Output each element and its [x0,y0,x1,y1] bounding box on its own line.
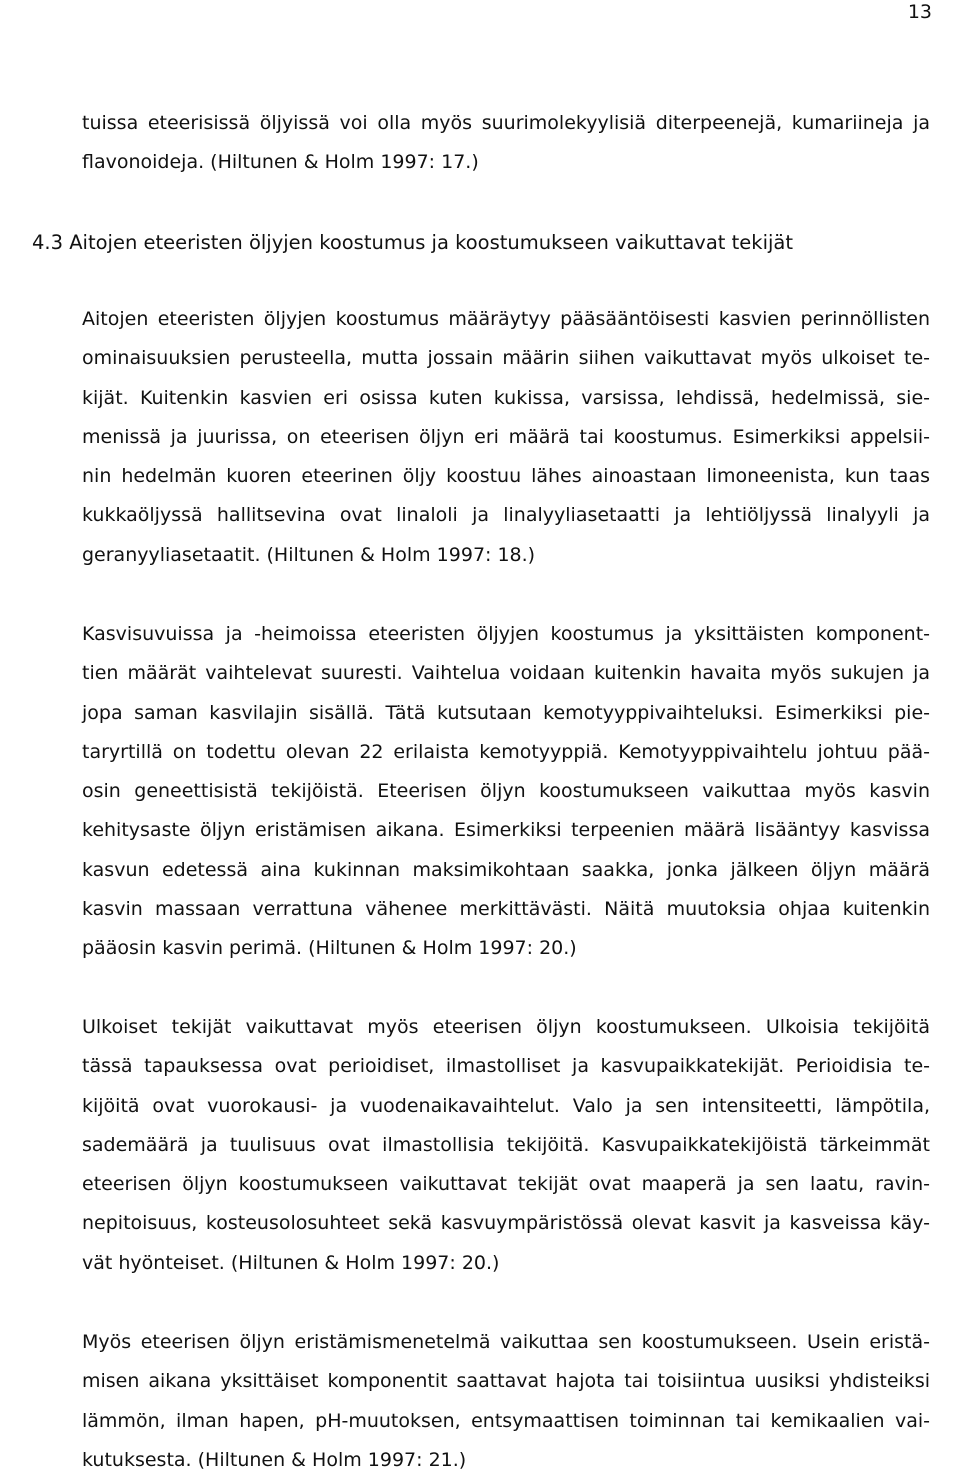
text-line: Aitojen eteeristen öljyjen koostumus määräytyy pääsääntöisesti kasvien perinnöllisten [82,308,930,330]
text-line: Kasvisuvuissa ja -heimoissa eteeristen öljyjen koostumus ja yksittäisten komponent- [82,623,930,645]
text-line: Ulkoiset tekijät vaikuttavat myös eteerisen öljyn koostumukseen. Ulkoisia tekijöitä [82,1016,930,1038]
text-line: eteerisen öljyn koostumukseen vaikuttavat tekijät ovat maaperä ja sen laatu, ravin- [82,1173,930,1196]
text-line: kukkaöljyssä hallitsevina ovat linaloli ja linalyyliasetaatti ja lehtiöljyssä linalyyli ja [82,504,930,527]
text-line: kasvun edetessä aina kukinnan maksimikohtaan saakka, jonka jälkeen öljyn määrä [82,858,930,881]
paragraph-1 [82,300,930,575]
text-line: lämmön, ilman hapen, pH-muutoksen, entsymaattisen toiminnan tai kemikaalien vai- [82,1409,930,1432]
text-line: vät hyönteiset. (Hiltunen & Holm 1997: 20.) [82,1251,500,1274]
text-line: ominaisuuksien perusteella, mutta jossain määrin siihen vaikuttavat myös ulkoiset te- [82,347,930,370]
paragraph-2 [82,615,930,969]
text-line: Myös eteerisen öljyn eristämismenetelmä vaikuttaa sen koostumukseen. Usein eristä- [82,1331,930,1353]
text-line: tien määrät vaihtelevat suuresti. Vaihtelua voidaan kuitenkin havaita myös sukujen ja [82,662,930,685]
text-line: flavonoideja. (Hiltunen & Holm 1997: 17.) [82,151,479,174]
text-line: pääosin kasvin perimä. (Hiltunen & Holm 1997: 20.) [82,937,577,960]
text-line: kasvin massaan verrattuna vähenee merkittävästi. Näitä muutoksia ohjaa kuitenkin [82,898,930,921]
page-number: 13 [907,1,932,23]
paragraph-4 [82,1323,930,1480]
text-line: nepitoisuus, kosteusolosuhteet sekä kasvuympäristössä olevat kasvit ja kasveissa käy- [82,1212,930,1235]
text-line: geranyyliasetaatit. (Hiltunen & Holm 1997: 18.) [82,543,536,566]
intro-paragraph [82,104,930,183]
text-line: kutuksesta. (Hiltunen & Holm 1997: 21.) [82,1448,467,1471]
text-line: tässä tapauksessa ovat perioidiset, ilmastolliset ja kasvupaikkatekijät. Perioidisia te- [82,1055,930,1078]
section-number: 4.3 [31,231,63,254]
text-line: taryrtillä on todettu olevan 22 erilaista kemotyyppiä. Kemotyyppivaihtelu johtuu pää- [82,740,930,763]
text-line: osin geneettisistä tekijöistä. Eteerisen öljyn koostumukseen vaikuttaa myös kasvin [82,780,930,803]
section-title: Aitojen eteeristen öljyjen koostumus ja koostumukseen vaikuttavat tekijät [69,231,793,254]
paragraph-3 [82,1008,930,1283]
text-line: kijät. Kuitenkin kasvien eri osissa kuten kukissa, varsissa, lehdissä, hedelmissä, sie- [82,386,930,409]
text-line: sademäärä ja tuulisuus ovat ilmastollisia tekijöitä. Kasvupaikkatekijöistä tärkeimmät [82,1133,930,1156]
section-heading [0,223,930,262]
text-line: misen aikana yksittäiset komponentit saattavat hajota tai toisiintua uusiksi yhdisteiksi [82,1370,930,1393]
text-line: nin hedelmän kuoren eteerinen öljy koostuu lähes ainoastaan limoneenista, kun taas [82,465,930,488]
text-line: kijöitä ovat vuorokausi- ja vuodenaikavaihtelut. Valo ja sen intensiteetti, lämpötila, [82,1094,930,1117]
text-line: kehitysaste öljyn eristämisen aikana. Esimerkiksi terpeenien määrä lisääntyy kasvissa [82,819,930,842]
text-line: tuissa eteerisissä öljyissä voi olla myös suurimolekyylisiä diterpeenejä, kumariineja ja [82,112,930,134]
text-line: jopa saman kasvilajin sisällä. Tätä kutsutaan kemotyyppivaihteluksi. Esimerkiksi pie- [82,701,930,724]
text-line: menissä ja juurissa, on eteerisen öljyn eri määrä tai koostumus. Esimerkiksi appelsii- [82,425,930,448]
